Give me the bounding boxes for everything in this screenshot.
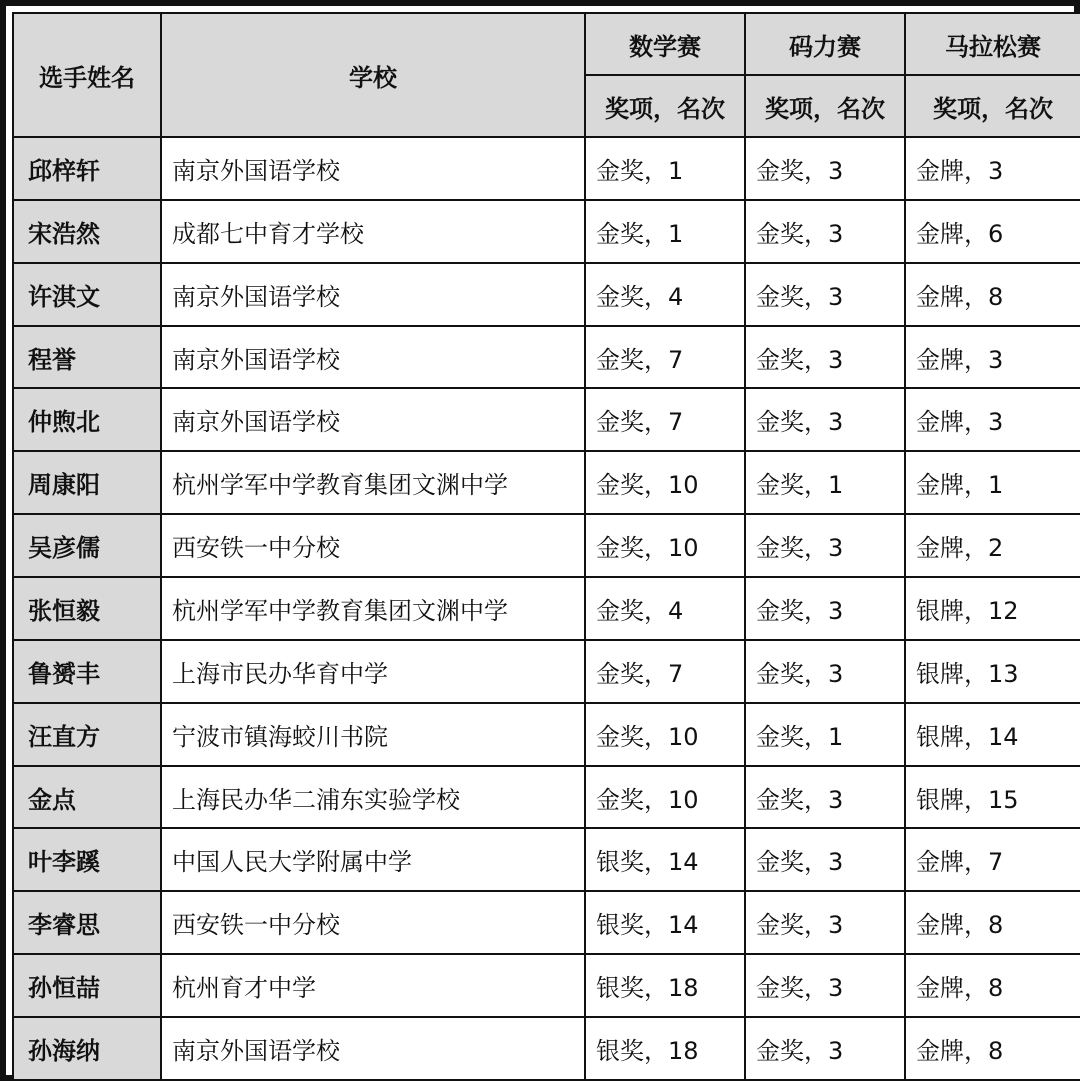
cell-code-award: 金奖，3 — [745, 891, 905, 954]
header-math-sub: 奖项，名次 — [585, 75, 745, 137]
cell-math-award: 银奖，18 — [585, 954, 745, 1017]
table-row — [13, 451, 1080, 514]
cell-name: 吴彦儒 — [13, 514, 161, 577]
cell-name: 邱梓轩 — [13, 137, 161, 200]
cell-marathon-award: 金牌，8 — [905, 1017, 1080, 1080]
cell-school: 南京外国语学校 — [161, 326, 585, 389]
cell-code-award: 金奖，3 — [745, 137, 905, 200]
cell-math-award: 金奖，10 — [585, 703, 745, 766]
cell-code-award: 金奖，3 — [745, 200, 905, 263]
cell-code-award: 金奖，3 — [745, 326, 905, 389]
cell-math-award: 金奖，10 — [585, 766, 745, 829]
cell-math-award: 银奖，18 — [585, 1017, 745, 1080]
cell-name: 李睿思 — [13, 891, 161, 954]
cell-school: 西安铁一中分校 — [161, 514, 585, 577]
table-row — [13, 137, 1080, 200]
table-row — [13, 326, 1080, 389]
cell-math-award: 金奖，7 — [585, 388, 745, 451]
header-code-contest: 码力赛 — [745, 13, 905, 75]
cell-code-award: 金奖，3 — [745, 514, 905, 577]
cell-code-award: 金奖，1 — [745, 703, 905, 766]
cell-math-award: 金奖，1 — [585, 200, 745, 263]
table-row — [13, 263, 1080, 326]
cell-marathon-award: 金牌，3 — [905, 388, 1080, 451]
header-marathon-contest: 马拉松赛 — [905, 13, 1080, 75]
cell-math-award: 金奖，7 — [585, 326, 745, 389]
cell-marathon-award: 金牌，6 — [905, 200, 1080, 263]
cell-math-award: 金奖，4 — [585, 263, 745, 326]
header-row-1 — [13, 13, 1080, 75]
cell-marathon-award: 银牌，12 — [905, 577, 1080, 640]
cell-marathon-award: 银牌，15 — [905, 766, 1080, 829]
cell-code-award: 金奖，3 — [745, 263, 905, 326]
cell-school: 上海民办华二浦东实验学校 — [161, 766, 585, 829]
cell-name: 孙海纳 — [13, 1017, 161, 1080]
header-marathon-sub: 奖项，名次 — [905, 75, 1080, 137]
cell-marathon-award: 金牌，8 — [905, 263, 1080, 326]
cell-name: 宋浩然 — [13, 200, 161, 263]
cell-name: 孙恒喆 — [13, 954, 161, 1017]
cell-school: 杭州学军中学教育集团文渊中学 — [161, 451, 585, 514]
table-row — [13, 766, 1080, 829]
cell-code-award: 金奖，3 — [745, 954, 905, 1017]
cell-name: 鲁赟丰 — [13, 640, 161, 703]
table-row — [13, 514, 1080, 577]
cell-name: 汪直方 — [13, 703, 161, 766]
cell-math-award: 银奖，14 — [585, 891, 745, 954]
cell-school: 中国人民大学附属中学 — [161, 828, 585, 891]
cell-marathon-award: 金牌，2 — [905, 514, 1080, 577]
cell-school: 西安铁一中分校 — [161, 891, 585, 954]
cell-school: 宁波市镇海蛟川书院 — [161, 703, 585, 766]
table-row — [13, 828, 1080, 891]
cell-marathon-award: 金牌，8 — [905, 891, 1080, 954]
cell-name: 程誉 — [13, 326, 161, 389]
cell-code-award: 金奖，3 — [745, 766, 905, 829]
table-header — [13, 13, 1080, 137]
table-row — [13, 388, 1080, 451]
cell-school: 成都七中育才学校 — [161, 200, 585, 263]
cell-marathon-award: 金牌，7 — [905, 828, 1080, 891]
results-table — [12, 12, 1080, 1081]
cell-math-award: 金奖，4 — [585, 577, 745, 640]
cell-code-award: 金奖，3 — [745, 828, 905, 891]
cell-name: 许淇文 — [13, 263, 161, 326]
cell-code-award: 金奖，3 — [745, 577, 905, 640]
cell-school: 杭州学军中学教育集团文渊中学 — [161, 577, 585, 640]
cell-school: 南京外国语学校 — [161, 388, 585, 451]
table-row — [13, 891, 1080, 954]
cell-school: 南京外国语学校 — [161, 263, 585, 326]
cell-math-award: 金奖，1 — [585, 137, 745, 200]
header-name: 选手姓名 — [13, 13, 161, 137]
cell-code-award: 金奖，3 — [745, 1017, 905, 1080]
cell-name: 金点 — [13, 766, 161, 829]
table-row — [13, 577, 1080, 640]
cell-name: 仲煦北 — [13, 388, 161, 451]
cell-name: 周康阳 — [13, 451, 161, 514]
header-code-sub: 奖项，名次 — [745, 75, 905, 137]
table-row — [13, 1017, 1080, 1080]
header-math-contest: 数学赛 — [585, 13, 745, 75]
cell-marathon-award: 银牌，13 — [905, 640, 1080, 703]
table-body — [13, 137, 1080, 1080]
cell-school: 南京外国语学校 — [161, 1017, 585, 1080]
cell-name: 叶李蹊 — [13, 828, 161, 891]
cell-code-award: 金奖，3 — [745, 388, 905, 451]
table-row — [13, 703, 1080, 766]
header-school: 学校 — [161, 13, 585, 137]
cell-math-award: 金奖，10 — [585, 514, 745, 577]
table-row — [13, 954, 1080, 1017]
cell-code-award: 金奖，1 — [745, 451, 905, 514]
cell-name: 张恒毅 — [13, 577, 161, 640]
table-row — [13, 640, 1080, 703]
cell-math-award: 银奖，14 — [585, 828, 745, 891]
cell-marathon-award: 金牌，1 — [905, 451, 1080, 514]
cell-school: 杭州育才中学 — [161, 954, 585, 1017]
cell-marathon-award: 银牌，14 — [905, 703, 1080, 766]
cell-math-award: 金奖，7 — [585, 640, 745, 703]
cell-school: 南京外国语学校 — [161, 137, 585, 200]
cell-marathon-award: 金牌，3 — [905, 137, 1080, 200]
cell-marathon-award: 金牌，3 — [905, 326, 1080, 389]
cell-code-award: 金奖，3 — [745, 640, 905, 703]
table-row — [13, 200, 1080, 263]
cell-school: 上海市民办华育中学 — [161, 640, 585, 703]
cell-marathon-award: 金牌，8 — [905, 954, 1080, 1017]
cell-math-award: 金奖，10 — [585, 451, 745, 514]
